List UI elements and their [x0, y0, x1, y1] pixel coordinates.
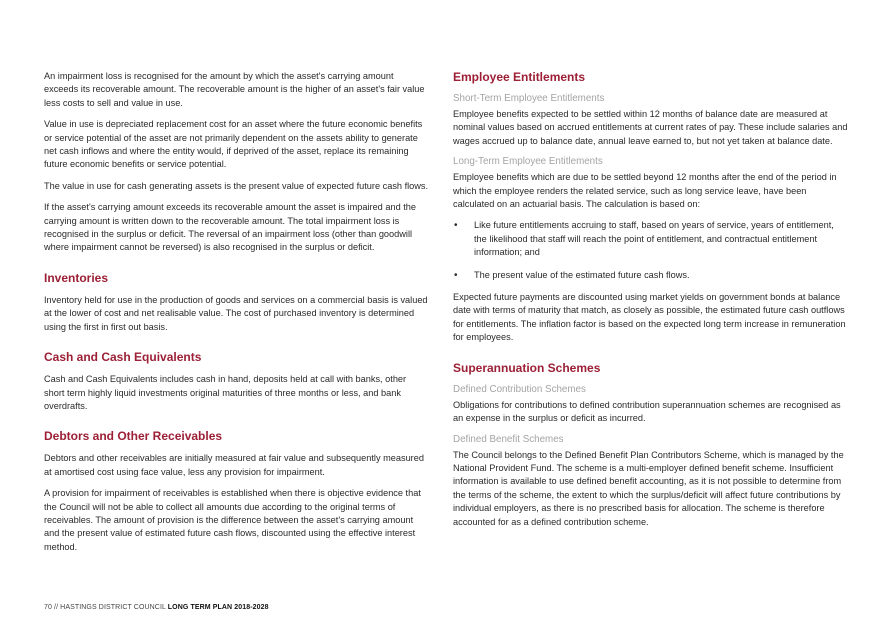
- superannuation-heading: Superannuation Schemes: [453, 360, 601, 375]
- impairment-paragraph-4: If the asset's carrying amount exceeds its recoverable amount the asset is impaired and the carrying amount is written down to the recoverable amount. The total impairment loss is recognised in the surplus or deficit. The reversal of an impairment loss (other than goodwill where impairment cannot be reversed) is also recognised in the surplus or deficit.: [44, 202, 416, 253]
- debtors-paragraph-2: A provision for impairment of receivables is established when there is objective evidence that the Council will not be able to collect all amounts due according to the original terms of receivables. The amount of provision is the difference between the asset's carrying amount and the present value of estimated future cash flows, discounted using the effective interest method.: [44, 488, 421, 552]
- bullet-icon: •: [454, 220, 458, 232]
- long-term-subheading: Long-Term Employee Entitlements: [453, 156, 603, 168]
- footer-page-label: 70 // HASTINGS DISTRICT COUNCIL: [44, 604, 168, 611]
- inventories-paragraph: Inventory held for use in the production of goods and services on a commercial basis is valued at the lower of cost and net realisable value. The cost of purchased inventory is determined using the first in first out basis.: [44, 294, 428, 332]
- list-item: [453, 269, 849, 282]
- debtors-heading: Debtors and Other Receivables: [44, 429, 223, 444]
- left-column: [44, 70, 429, 562]
- inventories-heading: Inventories: [44, 270, 109, 285]
- entitlement-bullet-list: [453, 219, 849, 282]
- page-footer: [44, 604, 269, 611]
- list-item: [453, 219, 849, 259]
- defined-contribution-paragraph: Obligations for contributions to defined contribution superannuation schemes are recognised as an expense in the surplus or deficit as incurred.: [453, 399, 841, 424]
- right-column: [453, 70, 849, 537]
- defined-benefit-subheading: Defined Benefit Schemes: [453, 433, 564, 445]
- future-payments-paragraph: Expected future payments are discounted using market yields on government bonds at balance date with terms of maturity that match, as closely as possible, the estimated future cash outflows for entitlements. The inflation factor is based on the expected long term increase in remuneration for employees.: [453, 292, 846, 343]
- defined-benefit-paragraph: The Council belongs to the Defined Benefit Plan Contributors Scheme, which is managed by the National Provident Fund. The scheme is a multi-employer defined benefit scheme. Insufficient information is available to use defined benefit accounting, as it is not possible to determine from the terms of the scheme, the extent to which the surplus/deficit will affect future contributions by individual employers, as there is no prescribed basis for allocation. The scheme is therefore accounted for as a defined contribution scheme.: [453, 449, 844, 527]
- bullet-text: Like future entitlements accruing to staff, based on years of service, years of entitlement, the likelihood that staff will reach the point of entitlement, and contractual entitlement information; and: [474, 220, 834, 258]
- cash-paragraph: Cash and Cash Equivalents includes cash in hand, deposits held at call with banks, other short term highly liquid investments original maturities of three months or less, and bank overdrafts.: [44, 374, 407, 411]
- impairment-paragraph-2: Value in use is depreciated replacement cost for an asset where the future economic benefits or service potential of the asset are not primarily dependent on the assets ability to generate net cash inflows and where the entity would, if deprived of the asset, replace its remaining future economic benefits or service potential.: [44, 119, 423, 170]
- bullet-text: The present value of the estimated future cash flows.: [474, 269, 690, 280]
- short-term-paragraph: Employee benefits expected to be settled within 12 months of balance date are measured at nominal values based on accrued entitlements at current rates of pay. These include salaries and wages accrued up to balance date, annual leave earned to, but not yet taken at balance date.: [453, 109, 848, 146]
- defined-contribution-subheading: Defined Contribution Schemes: [453, 383, 586, 395]
- cash-heading: Cash and Cash Equivalents: [44, 350, 202, 365]
- footer-document-title: LONG TERM PLAN 2018-2028: [167, 604, 269, 611]
- debtors-paragraph-1: Debtors and other receivables are initially measured at fair value and subsequently measured at amortised cost using face value, less any provision for impairment.: [44, 453, 424, 477]
- impairment-paragraph-3: The value in use for cash generating assets is the present value of expected future cash flows.: [44, 180, 429, 191]
- short-term-subheading: Short-Term Employee Entitlements: [453, 93, 605, 104]
- employee-heading: Employee Entitlements: [453, 70, 586, 84]
- long-term-paragraph: Employee benefits which are due to be settled beyond 12 months after the end of the period in which the employee renders the related service, such as long service leave, have been calculated on an actuarial basis. The calculation is based on:: [453, 172, 837, 210]
- bullet-icon: •: [454, 269, 458, 281]
- impairment-paragraph-1: An impairment loss is recognised for the amount by which the asset's carrying amount exceeds its recoverable amount. The recoverable amount is the higher of an asset's fair value less costs to sell and value in use.: [44, 71, 425, 108]
